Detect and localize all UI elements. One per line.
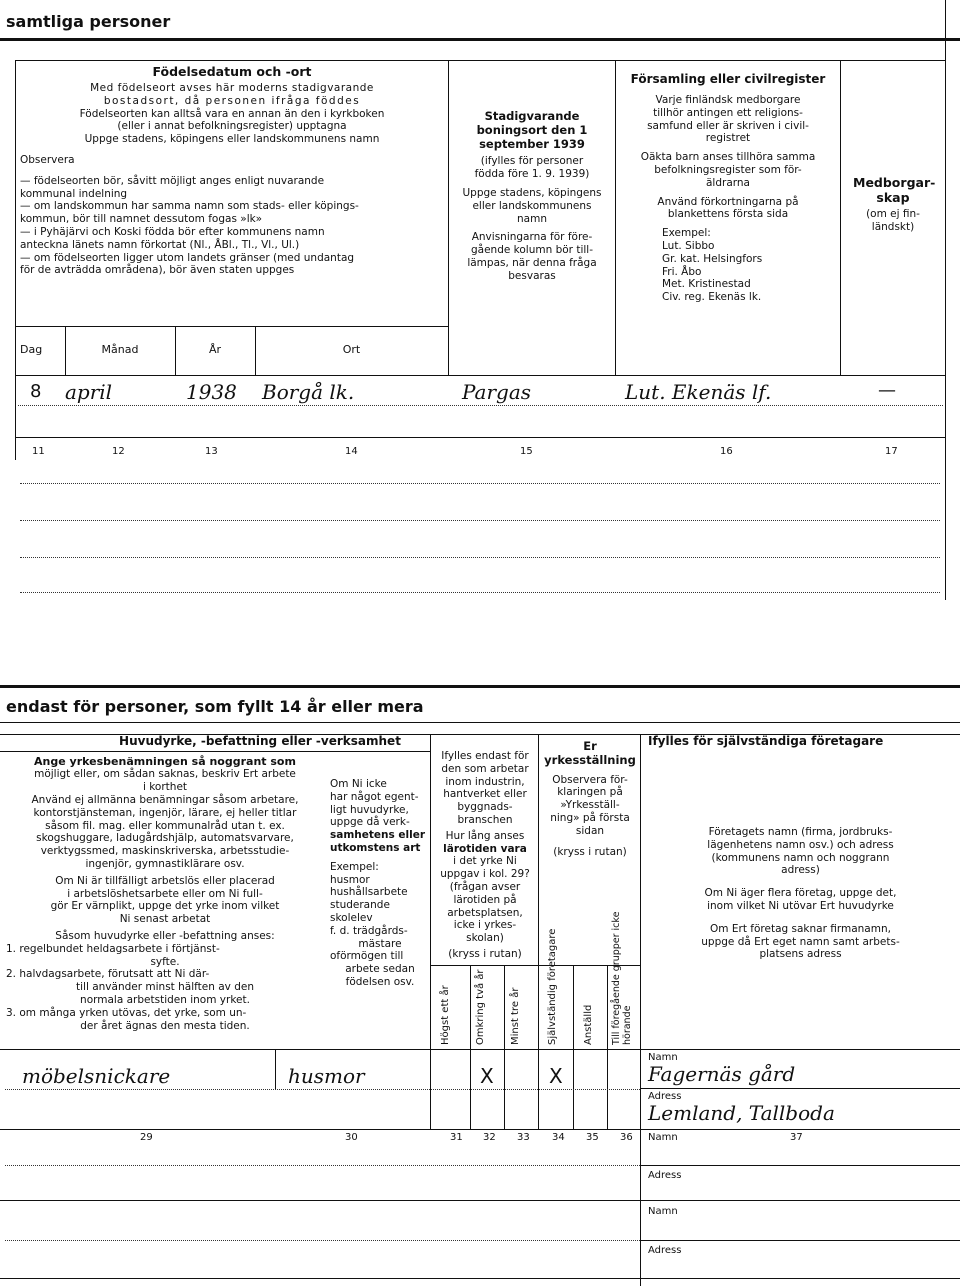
occ-line: Ni senast arbetat [119,913,211,926]
colnum-17: 17 [885,446,898,457]
bottom-header-bottom [0,1049,960,1050]
occ-line: kontorstjänsteman, ingenjör, lärare, ej heller titlar [33,806,297,819]
parish-line: befolkningsregister som för- [654,163,802,176]
birth-line: Med födelseort avses här moderns stadigvarande [90,82,374,94]
occ-line: Använd ej allmänna benämningar såsom arbetare, [31,794,299,806]
parish-example: Gr. kat. Helsingfors [662,252,763,265]
parish-line: Använd förkortningarna på [657,195,799,208]
parish-line: äldrarna [706,176,750,189]
birth-line [20,146,444,154]
occ-side-line: samhetens eller [330,829,426,842]
occ-side-line: födelsen osv. [345,975,415,988]
craft-line: Hur lång anses [445,829,525,842]
value-omkring-tva-ar[interactable]: X [480,1064,494,1088]
divider-status [538,734,539,1129]
occupation-heading-line [0,751,430,752]
birth-line: anteckna länets namn förkortat (Nl., ÅBl., Tl., Vl., Ul.) [20,238,300,251]
residence-line: besvaras [508,269,556,282]
colnum-30: 30 [345,1132,358,1143]
occ-line: der året ägnas den mesta tiden. [80,1019,250,1032]
header-bottom-line [15,375,945,376]
divider-31 [470,965,471,1129]
occ-line: i korthet [142,781,188,794]
table-left-line [15,60,16,460]
row1-bottom-line [15,437,945,438]
parish-example: Fri. Åbo [662,265,702,278]
colnum-11: 11 [32,446,45,457]
colnum-29: 29 [140,1132,153,1143]
birth-line: kommunal indelning [20,187,128,200]
bottom-top-rule [0,685,960,688]
birth-column-header [20,64,444,277]
subheader-ar: År [208,343,222,356]
craft-line: skolan) [466,932,504,945]
occ-side-line: hushållsarbete [330,886,408,899]
craft-line: hantverket eller [443,788,527,801]
employer-line [648,877,953,887]
birth-line: Födelseorten kan alltså vara en annan än den i kyrkboken [79,107,385,120]
birth-line: (eller i annat befolkningsregister) upptagna [117,120,347,133]
colnum-32: 32 [483,1132,496,1143]
craft-sub-line [430,965,640,966]
colnum-13: 13 [205,446,218,457]
label-adress-3: Adress [648,1245,682,1256]
sub-hogst-ett-ar: Högst ett år [440,985,451,1045]
craft-line: icke i yrkes- [453,919,517,932]
status-line: sidan [575,824,605,837]
birth-line: Uppge stadens, köpingens eller landskommunens namn [84,133,380,146]
residence-line: gående kolumn bör till- [470,244,593,257]
colnum-35: 35 [586,1132,599,1143]
label-adress: Adress [648,1091,682,1102]
employer-heading: Ifylles för självständiga företagare [648,734,884,748]
subheader-manad: Månad [101,343,139,356]
craft-line: den som arbetar [441,762,529,775]
empty-row-line [20,483,940,484]
parish-line: Varje finländsk medborgare [655,94,801,106]
parish-line: registret [705,132,751,145]
status-line: klaringen på [557,786,623,799]
colnum-37: 37 [790,1132,803,1143]
craft-line: i det yrke Ni [453,855,517,868]
divider-35 [607,965,608,1129]
employer-divider [640,1240,960,1241]
occ-side-line: f. d. trädgårds- [330,924,408,937]
status-line: Observera för- [552,773,628,786]
birth-line: — om landskommun har samma namn som stads- eller köpings- [20,200,359,213]
right-edge-line [945,0,946,600]
occ-line: Såsom huvudyrke eller -befattning anses: [55,929,275,942]
value-verksamhet[interactable]: husmor [288,1064,365,1088]
birth-line [20,167,444,175]
value-yrke[interactable]: möbelsnickare [22,1064,171,1088]
employer-line: adress) [781,864,820,877]
empty-row-line [20,557,940,558]
value-ar[interactable]: 1938 [186,380,237,404]
colnum-12: 12 [112,446,125,457]
residence-heading: Stadigvarande boningsort den 1 september 1939 [476,109,588,151]
sub-omkring-tva-ar: Omkring två år [475,969,486,1045]
colnum-14: 14 [345,446,358,457]
parish-column-header [620,72,836,304]
birth-line: — om födelseorten ligger utom landets gränser (med undantag [20,251,355,264]
table-top-line [15,60,945,61]
parish-example: Lut. Sibbo [662,239,715,252]
employer-line: platsens adress [759,948,842,961]
value-manad[interactable]: april [65,380,113,404]
section-title-over-14: endast för personer, som fyllt 14 år eller mera [6,697,424,716]
occ-side-line: oförmögen till [330,950,404,963]
occ-line: gör Er värnplikt, uppge det yrke inom vilket [50,900,280,913]
col-divider-parish [615,60,616,375]
label-namn-2: Namn [648,1132,678,1143]
parish-example-label: Exempel: [662,227,711,240]
bottom-row1-bottom [0,1129,960,1130]
citizen-line: (om ej fin- [866,208,920,220]
occ-line: till använder minst hälften av den [76,981,254,994]
row-line [0,1200,960,1201]
sub-minst-tre-ar: Minst tre år [510,987,521,1045]
craft-line: byggnads- [457,801,513,814]
employer-line: inom vilket Ni utövar Ert huvudyrke [707,899,894,912]
employer-line: Om Ert företag saknar firmanamn, [710,922,891,935]
value-namn[interactable]: Fagernäs gård [648,1062,796,1086]
status-heading: Er yrkesställning [544,739,636,767]
citizen-heading: Medborgar-skap [853,175,936,205]
birth-line: — i Pyhäjärvi och Koski födda bör efter kommunens namn [20,225,325,238]
occ-line: verktygssmed, maskinskriverska, arbetsstudie- [40,845,290,858]
label-namn-3: Namn [648,1206,678,1217]
status-line: (kryss i rutan) [553,845,627,858]
birth-subheader-line [15,326,448,327]
craft-line: Ifylles endast för [441,750,529,762]
empty-row-line [20,592,940,593]
occ-side-line: husmor [330,873,370,886]
value-adress[interactable]: Lemland, Tallboda [648,1101,835,1125]
employer-line [648,913,953,923]
occ-line: 2. halvdagsarbete, förutsatt att Ni där- [6,968,210,981]
occ-line: Om Ni är tillfälligt arbetslös eller placerad [55,874,275,887]
occ-side-line: utkomstens art [330,841,421,854]
value-ort[interactable]: Borgå lk. [262,380,355,404]
residence-line: namn [517,212,547,225]
craft-line: lärotiden på [453,893,517,906]
employer-divider [640,1165,960,1166]
occ-line: normala arbetstiden inom yrket. [80,993,250,1006]
colnum-33: 33 [517,1132,530,1143]
birth-observera: Observera [20,153,75,166]
status-line: ning» på första [550,811,630,824]
occ-side-line: mästare [358,937,402,950]
residence-line: lämpas, när denna fråga [467,256,597,269]
status-line: »Yrkesställ- [560,799,620,812]
sub-ovriga: Till föregående grupper icke hörande [611,911,633,1045]
occ-side-line: Exempel: [330,860,379,873]
colnum-36: 36 [620,1132,633,1143]
parish-example: Met. Kristinestad [662,278,751,291]
section-title-all-persons: samtliga personer [6,12,171,31]
value-medborgarskap[interactable]: — [878,380,896,401]
occ-side-line: studerande [330,899,390,912]
parish-line: blankettens första sida [667,208,789,221]
colnum-34: 34 [552,1132,565,1143]
parish-line: tillhör antingen ett religions- [653,106,803,119]
value-sjalvstandig[interactable]: X [549,1064,563,1088]
occ-side-line: skolelev [330,911,373,924]
occ-side-line: ligt huvudyrke, [330,803,409,816]
occ-line: Ange yrkesbenämningen så noggrant som [34,755,296,768]
craft-line: branschen [457,813,513,826]
parish-line: samfund eller är skriven i civil- [647,119,809,132]
row1-dotted-line [18,405,943,406]
divider-32 [504,965,505,1129]
employer-line: lägenhetens namn osv.) och adress [707,838,894,851]
birth-line: kommun, bör till namnet dessutom fogas »lk» [20,213,263,226]
occupation-side-notes [330,778,430,989]
occ-line: i arbetslöshetsarbete eller om Ni full- [67,887,263,900]
sub-anstalld: Anställd [583,1004,594,1045]
residence-line: Anvisningarna för före- [471,231,593,244]
craft-line: inom industrin, [445,775,525,788]
subheader-ort: Ort [342,343,361,356]
craft-line: lärotiden vara [443,842,527,855]
occ-side-line: Om Ni icke [330,778,387,790]
value-forsamling[interactable]: Lut. Ekenäs lf. [625,380,772,404]
label-namn: Namn [648,1052,678,1063]
residence-line: (ifylles för personer [480,155,584,168]
colnum-15: 15 [520,446,533,457]
divider-craft [430,734,431,1129]
label-adress-2: Adress [648,1170,682,1181]
employer-line: Företagets namn (firma, jordbruks- [708,826,893,838]
divider-verksamhet [275,1049,276,1089]
sub-sjalvstandig: Självständig företagare [547,928,558,1045]
citizen-line: ländskt) [871,220,915,233]
employer-line: Om Ni äger flera företag, uppge det, [704,887,897,900]
residence-line: Uppge stadens, köpingens [462,186,602,199]
craft-line: uppgav i kol. 29? [440,868,530,881]
divider-employer [640,734,641,1286]
birth-line: för de avträdda områdena), bör även staten uppges [20,264,295,277]
bottom-rule-2 [0,722,960,723]
craft-column-header [432,750,538,961]
occ-side-line: uppge då verk- [330,816,410,829]
occ-line: 1. regelbundet heldagsarbete i förtjänst- [6,942,220,955]
col-divider-residence [448,60,449,375]
value-dag[interactable]: 8 [30,381,42,402]
empty-row-dotted [5,1240,640,1241]
occ-line: såsom fil. mag. eller kommunalråd utan t. ex. [45,819,285,832]
birth-line: — födelseorten bör, såvitt möjligt anges enligt nuvarande [20,174,325,187]
parish-heading: Församling eller civilregister [630,72,826,86]
occ-line: 3. om många yrken utövas, det yrke, som un- [6,1006,247,1019]
residence-line: eller landskommunens [472,199,592,212]
residence-line: födda före 1. 9. 1939) [474,168,590,181]
final-row-line [0,1278,960,1279]
occ-side-line: har något egent- [330,790,419,803]
citizen-column-header [843,175,943,234]
parish-example: Civ. reg. Ekenäs lk. [662,291,762,304]
birth-heading: Födelsedatum och -ort [152,64,312,79]
status-column-header [540,740,640,858]
occ-line: möjligt eller, om sådan saknas, beskriv Ert arbete [34,768,296,781]
employer-line: (kommunens namn och noggrann [711,851,890,864]
subheader-dag: Dag [20,343,43,356]
craft-line: arbetsplatsen, [447,906,523,919]
col-divider-citizen [840,60,841,375]
birth-line: bostadsort, då personen ifråga föddes [103,94,361,107]
namn-adress-line [640,1088,960,1089]
residence-column-header [452,110,612,283]
occ-line: ingenjör, gymnastiklärare osv. [85,857,245,870]
colnum-31: 31 [450,1132,463,1143]
craft-line: (frågan avser [449,880,521,893]
row1-bottom-dotted [5,1089,640,1090]
value-boningsort[interactable]: Pargas [462,380,532,404]
employer-line: uppge då Ert eget namn samt arbets- [701,935,900,948]
divider-34 [573,965,574,1129]
parish-line: Oäkta barn anses tillhöra samma [640,151,816,164]
occ-line: skogshuggare, ladugårdshjälp, automatsvarvare, [36,832,294,845]
occ-side-line: arbete sedan [345,963,415,976]
occupation-instructions [6,755,324,1032]
colnum-16: 16 [720,446,733,457]
top-rule [0,38,960,41]
occupation-heading: Huvudyrke, -befattning eller -verksamhet [119,734,401,748]
craft-line: (kryss i rutan) [448,947,522,960]
empty-row-line [20,520,940,521]
empty-row-dotted [5,1165,640,1166]
occ-line: syfte. [150,955,180,968]
employer-column-header [648,734,953,961]
